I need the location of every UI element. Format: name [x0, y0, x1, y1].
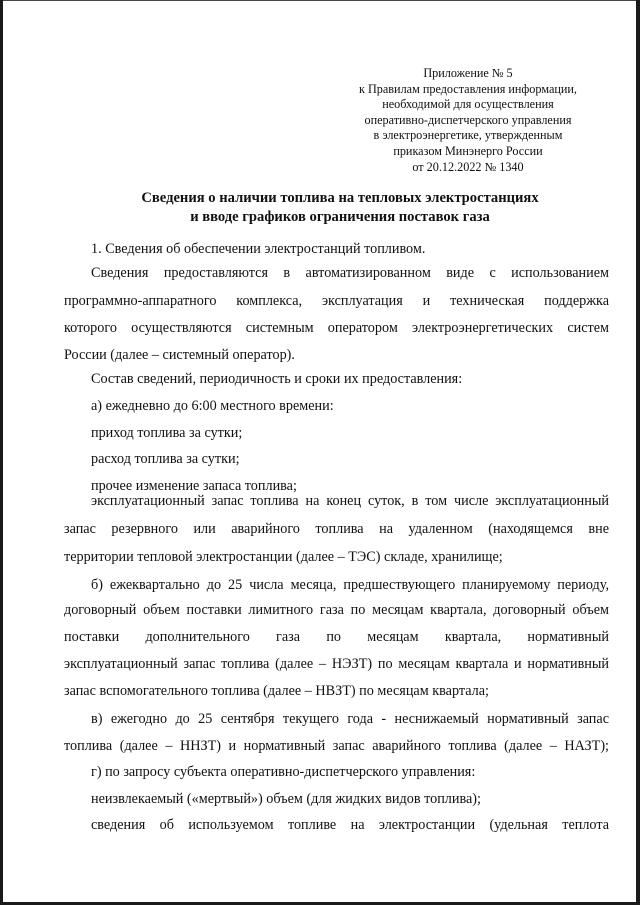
scan-edge-right: [636, 0, 640, 905]
appendix-line: к Правилам предоставления информации,: [359, 81, 577, 96]
body-line: 1. Сведения об обеспечении электростанций топливом.: [91, 241, 426, 257]
body-line: в) ежегодно до 25 сентября текущего года - неснижаемый нормативный запас: [91, 711, 609, 727]
appendix-line: Приложение № 5: [423, 66, 513, 80]
body-line: запас резервного или аварийного топлива на удаленном (находящемся вне: [64, 521, 609, 537]
body-line: топлива (далее – ННЗТ) и нормативный запас аварийного топлива (далее – НАЗТ);: [64, 738, 609, 754]
body-line: приход топлива за сутки;: [91, 425, 243, 441]
body-line: территории тепловой электростанции (далее – ТЭС) складе, хранилище;: [64, 549, 503, 565]
body-line: поставки дополнительного газа по месяцам квартала, нормативный: [64, 629, 609, 645]
appendix-header: [348, 66, 588, 175]
body-line: которого осуществляются системным оператором электроэнергетических систем: [64, 320, 609, 336]
body-line: неизвлекаемый («мертвый») объем (для жидких видов топлива);: [91, 791, 481, 807]
scan-edge-top: [0, 0, 640, 1]
title-line-2: и вводе графиков ограничения поставок газа: [190, 209, 490, 225]
body-line: эксплуатационный запас топлива (далее – НЭЗТ) по месяцам квартала и нормативный: [64, 656, 609, 672]
appendix-line: необходимой для осуществления: [382, 97, 554, 112]
document-title: [70, 189, 610, 227]
body-line: программно-аппаратного комплекса, эксплуатация и техническая поддержка: [64, 293, 609, 309]
body-line: сведения об используемом топливе на электростанции (удельная теплота: [91, 817, 609, 833]
title-line-1: Сведения о наличии топлива на тепловых электростанциях: [141, 190, 539, 206]
body-line: а) ежедневно до 6:00 местного времени:: [91, 398, 334, 414]
body-line: договорный объем поставки лимитного газа по месяцам квартала, договорный объем: [64, 602, 609, 618]
body-line: б) ежеквартально до 25 числа месяца, предшествующего планируемому периоду,: [91, 577, 609, 593]
appendix-line: в электроэнергетике, утвержденным: [373, 128, 563, 143]
body-line: прочее изменение запаса топлива;: [91, 478, 297, 494]
body-line: расход топлива за сутки;: [91, 451, 240, 467]
body-line: Состав сведений, периодичность и сроки их предоставления:: [91, 371, 463, 387]
body-line: эксплуатационный запас топлива на конец суток, в том числе эксплуатационный: [91, 493, 609, 509]
scan-edge-left: [0, 0, 3, 905]
appendix-line: приказом Минэнерго России: [393, 143, 543, 158]
appendix-line: оперативно-диспетчерского управления: [364, 112, 572, 127]
body-line: Сведения предоставляются в автоматизированном виде с использованием: [91, 265, 609, 281]
body-line: г) по запросу субъекта оперативно-диспетчерского управления:: [91, 764, 476, 780]
body-line: запас вспомогательного топлива (далее – НВЗТ) по месяцам квартала;: [64, 683, 489, 699]
body-line: России (далее – системный оператор).: [64, 347, 295, 363]
appendix-line: от 20.12.2022 № 1340: [412, 159, 524, 174]
